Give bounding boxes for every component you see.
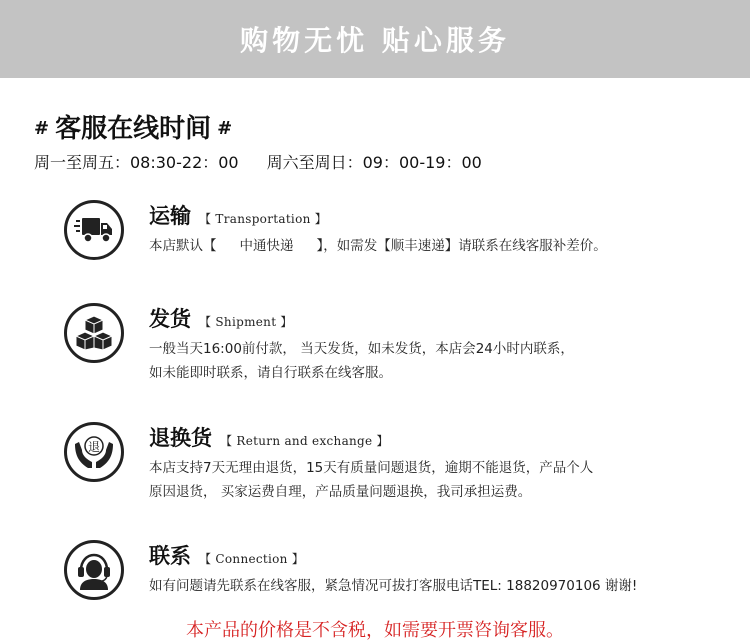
shipping-row bbox=[64, 200, 607, 260]
dispatch-row bbox=[64, 303, 574, 385]
boxes-icon bbox=[64, 303, 124, 363]
returns-line-1: 本店支持7天无理由退货，15天有质量问题退货，逾期不能退货，产品个人 bbox=[149, 460, 594, 476]
service-hours bbox=[34, 150, 482, 173]
returns-subtitle: 【 Return and exchange 】 bbox=[220, 434, 389, 448]
returns-line-2: 原因退货， 买家运费自理，产品质量问题退换，我司承担运费。 bbox=[149, 484, 532, 500]
dispatch-subtitle: 【 Shipment 】 bbox=[199, 315, 293, 329]
section-title: 客服在线时间 bbox=[55, 114, 212, 144]
courier-name: 中通快递 bbox=[239, 238, 294, 254]
returns-title: 退换货 bbox=[149, 426, 212, 450]
dispatch-line-2: 如未能即时联系，请自行联系在线客服。 bbox=[149, 365, 392, 381]
hash-left: # bbox=[34, 118, 50, 139]
contact-title: 联系 bbox=[149, 544, 191, 568]
shipping-suffix: 】，如需发【顺丰速递】请联系在线客服补差价。 bbox=[316, 238, 607, 254]
top-banner bbox=[0, 0, 750, 78]
shipping-title: 运输 bbox=[149, 204, 191, 228]
contact-row bbox=[64, 540, 637, 600]
customer-service-icon bbox=[64, 540, 124, 600]
banner-title: 购物无忧 贴心服务 bbox=[240, 24, 510, 57]
delivery-truck-icon bbox=[64, 200, 124, 260]
dispatch-line-1: 一般当天16:00前付款， 当天发货，如未发货，本店会24小时内联系， bbox=[149, 341, 574, 357]
return-icon-char: 退 bbox=[87, 440, 101, 454]
contact-line-1: 如有问题请先联系在线客服，紧急情况可拔打客服电话TEL: 18820970106 谢谢! bbox=[149, 578, 638, 594]
returns-row bbox=[64, 422, 593, 504]
shipping-prefix: 本店默认【 bbox=[149, 238, 217, 254]
dispatch-title: 发货 bbox=[149, 307, 191, 331]
section-heading bbox=[34, 108, 238, 145]
shipping-subtitle: 【 Transportation 】 bbox=[199, 212, 328, 226]
tax-notice: 本产品的价格是不含税，如需要开票咨询客服。 bbox=[186, 620, 564, 641]
weekend-hours: 周六至周日：09：00-19：00 bbox=[266, 153, 482, 172]
shipping-text bbox=[149, 234, 607, 258]
weekday-hours: 周一至周五：08:30-22：00 bbox=[34, 153, 239, 172]
contact-subtitle: 【 Connection 】 bbox=[199, 552, 305, 566]
hands-return-icon bbox=[64, 422, 124, 482]
hash-right: # bbox=[217, 118, 233, 139]
